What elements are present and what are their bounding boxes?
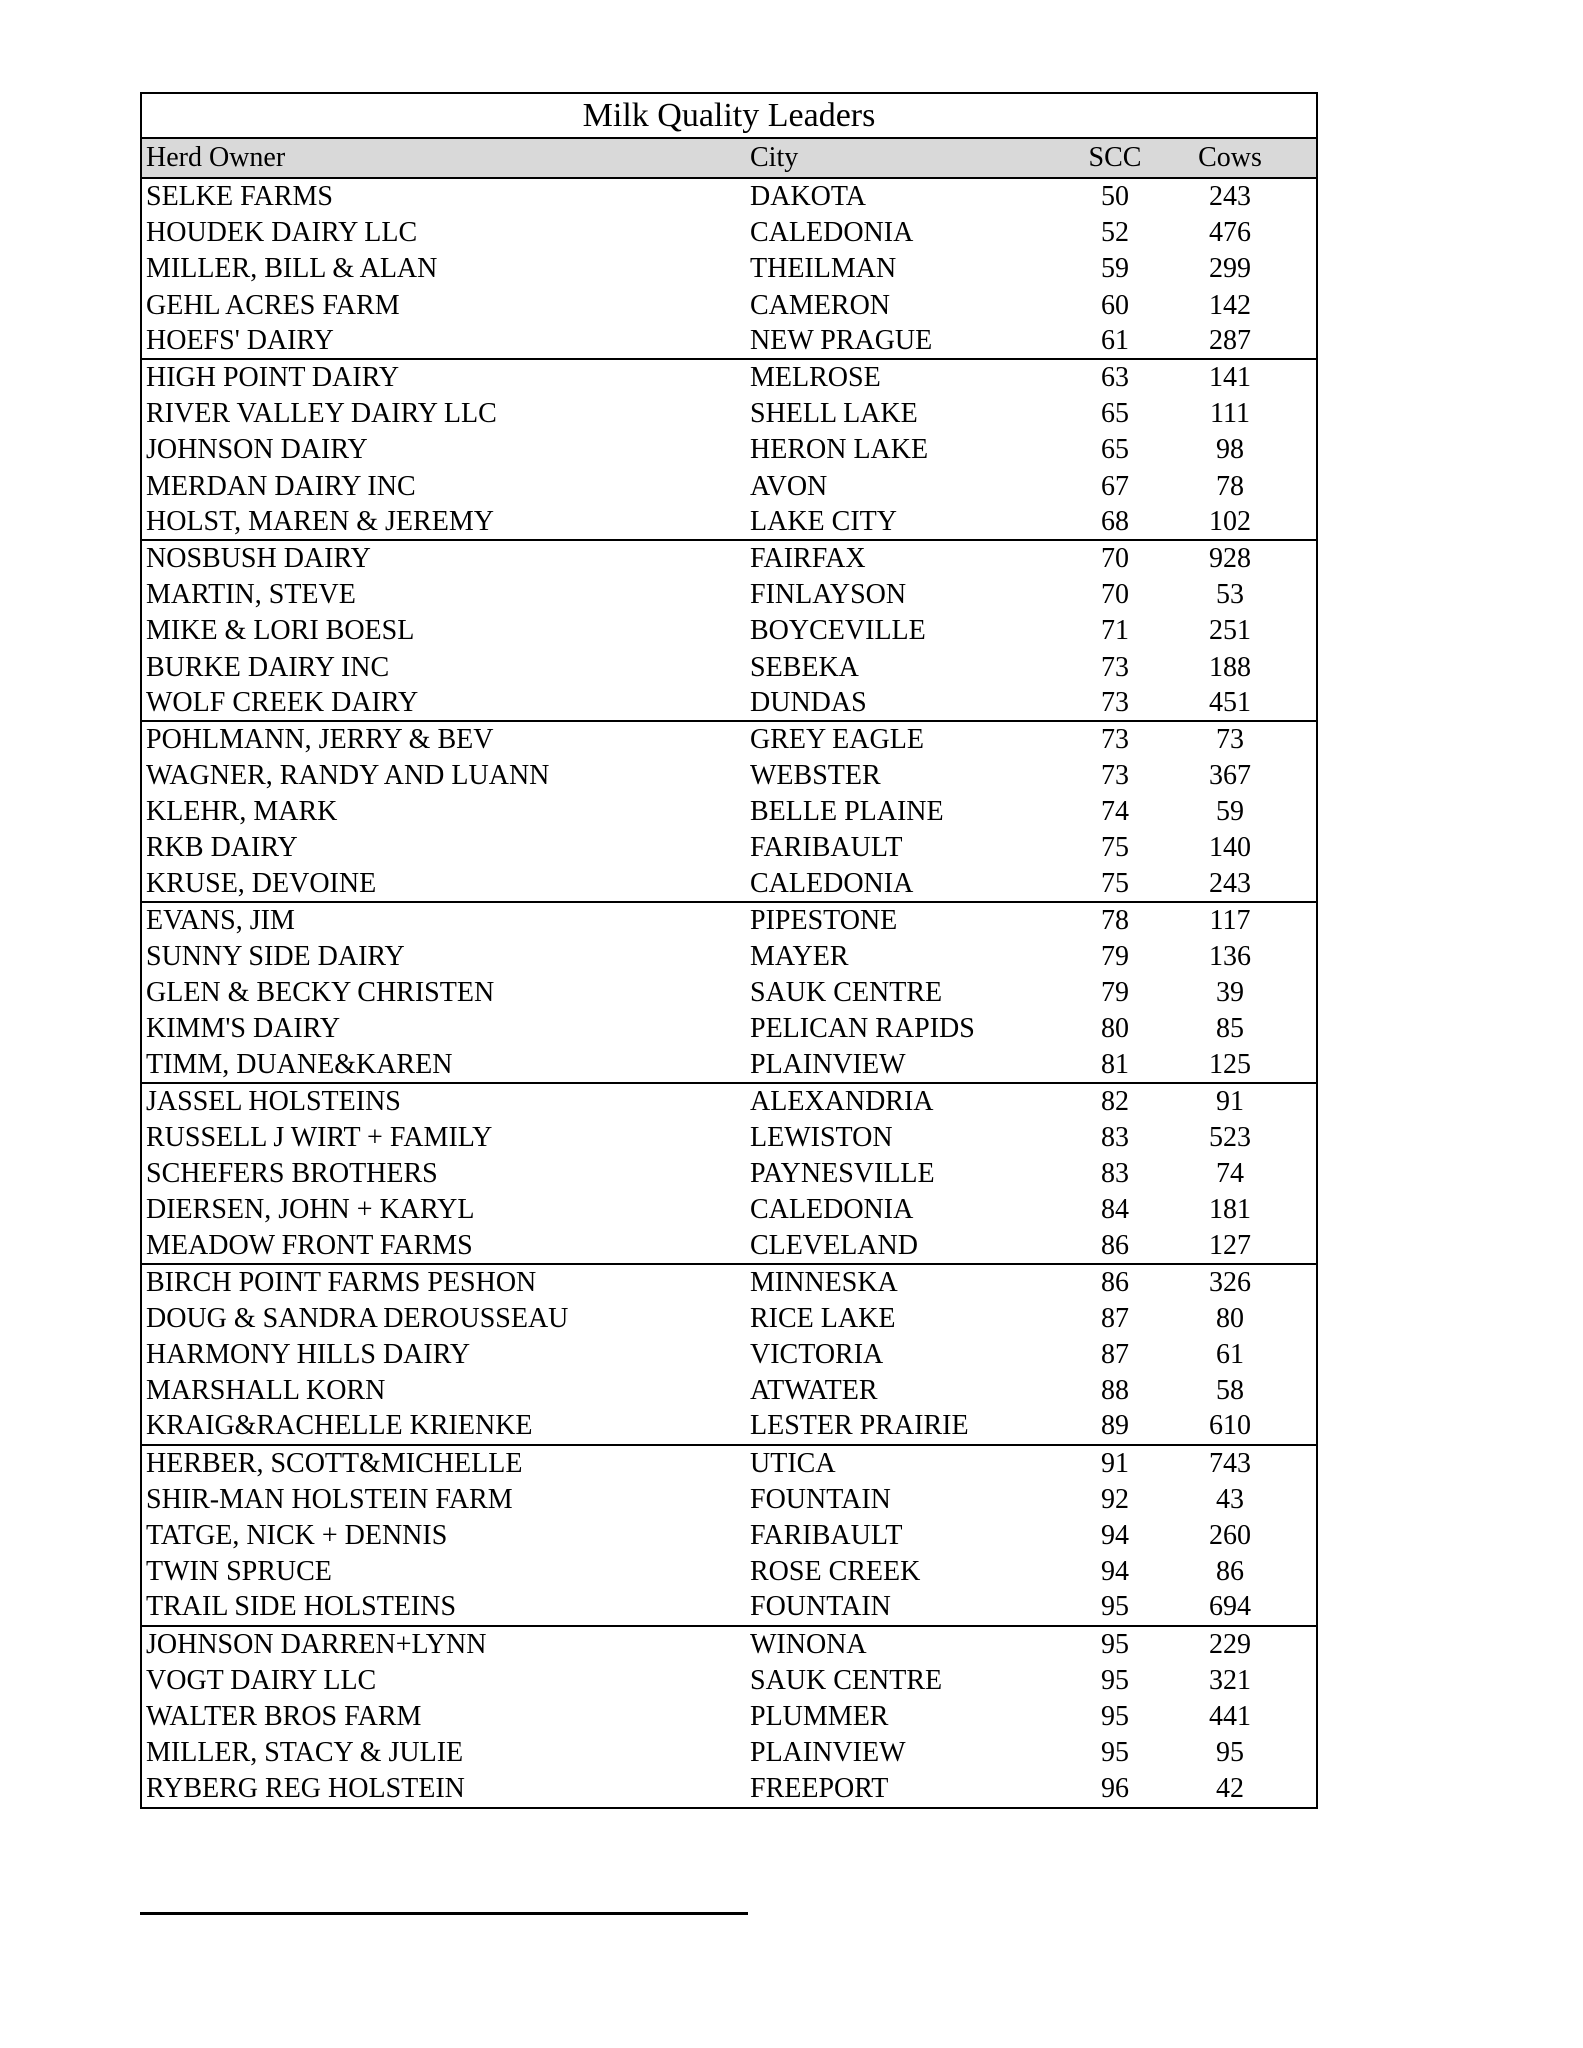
cell-herd-owner: KIMM'S DAIRY (146, 1013, 341, 1045)
cell-herd-owner: POHLMANN, JERRY & BEV (146, 723, 494, 755)
cell-city: NEW PRAGUE (750, 324, 933, 356)
cell-herd-owner: MILLER, BILL & ALAN (146, 253, 438, 285)
cell-city: CALEDONIA (750, 217, 914, 249)
cell-cows: 42 (1216, 1773, 1244, 1805)
cell-city: DAKOTA (750, 181, 866, 213)
table-row (142, 179, 1316, 215)
cell-cows: 85 (1216, 1013, 1244, 1045)
cell-scc: 81 (1101, 1048, 1129, 1080)
cell-cows: 91 (1216, 1085, 1244, 1117)
cell-cows: 59 (1216, 796, 1244, 828)
table-row (142, 1301, 1316, 1337)
cell-herd-owner: MEADOW FRONT FARMS (146, 1229, 473, 1261)
cell-cows: 299 (1209, 253, 1251, 285)
cell-city: RICE LAKE (750, 1302, 896, 1334)
table-row (142, 1482, 1316, 1518)
cell-city: ROSE CREEK (750, 1556, 921, 1588)
cell-scc: 95 (1101, 1737, 1129, 1769)
cell-city: SEBEKA (750, 651, 859, 683)
cell-city: DUNDAS (750, 686, 867, 718)
table-row (142, 324, 1316, 360)
cell-cows: 451 (1209, 686, 1251, 718)
cell-city: PLAINVIEW (750, 1737, 906, 1769)
cell-city: LEWISTON (750, 1121, 893, 1153)
cell-herd-owner: HERBER, SCOTT&MICHELLE (146, 1447, 523, 1479)
cell-city: PIPESTONE (750, 904, 898, 936)
cell-city: FREEPORT (750, 1773, 889, 1805)
cell-scc: 79 (1101, 941, 1129, 973)
cell-city: CLEVELAND (750, 1229, 918, 1261)
cell-cows: 61 (1216, 1339, 1244, 1371)
cell-city: SHELL LAKE (750, 398, 918, 430)
cell-city: MAYER (750, 941, 849, 973)
cell-herd-owner: TIMM, DUANE&KAREN (146, 1048, 453, 1080)
table-row (142, 360, 1316, 396)
cell-cows: 476 (1209, 217, 1251, 249)
cell-city: MINNESKA (750, 1266, 898, 1298)
cell-scc: 79 (1101, 977, 1129, 1009)
cell-scc: 70 (1101, 579, 1129, 611)
table-row (142, 1627, 1316, 1663)
cell-city: FARIBAULT (750, 832, 903, 864)
table-row (142, 1373, 1316, 1409)
cell-scc: 71 (1101, 615, 1129, 647)
cell-scc: 50 (1101, 181, 1129, 213)
cell-scc: 74 (1101, 796, 1129, 828)
cell-herd-owner: GLEN & BECKY CHRISTEN (146, 977, 495, 1009)
cell-herd-owner: DOUG & SANDRA DEROUSSEAU (146, 1302, 569, 1334)
cell-city: CALEDONIA (750, 867, 914, 899)
cell-cows: 610 (1209, 1410, 1251, 1442)
table-row (142, 1228, 1316, 1264)
cell-city: MELROSE (750, 362, 881, 394)
cell-city: SAUK CENTRE (750, 977, 943, 1009)
header-scc: SCC (1088, 142, 1142, 173)
cell-scc: 87 (1101, 1302, 1129, 1334)
cell-herd-owner: NOSBUSH DAIRY (146, 542, 371, 574)
cell-scc: 75 (1101, 867, 1129, 899)
table-row (142, 577, 1316, 613)
cell-scc: 84 (1101, 1194, 1129, 1226)
cell-scc: 73 (1101, 723, 1129, 755)
cell-scc: 89 (1101, 1410, 1129, 1442)
table-row (142, 758, 1316, 794)
cell-city: UTICA (750, 1447, 836, 1479)
cell-cows: 141 (1209, 362, 1251, 394)
cell-scc: 73 (1101, 686, 1129, 718)
cell-scc: 83 (1101, 1121, 1129, 1153)
table-row (142, 1663, 1316, 1699)
table-row (142, 903, 1316, 939)
cell-cows: 102 (1209, 505, 1251, 537)
table-body (142, 179, 1316, 1807)
cell-scc: 68 (1101, 505, 1129, 537)
table-row (142, 613, 1316, 649)
cell-herd-owner: HOEFS' DAIRY (146, 324, 334, 356)
cell-scc: 87 (1101, 1339, 1129, 1371)
cell-city: PAYNESVILLE (750, 1158, 935, 1190)
table-row (142, 1120, 1316, 1156)
table-row (142, 649, 1316, 685)
cell-cows: 181 (1209, 1194, 1251, 1226)
cell-cows: 74 (1216, 1158, 1244, 1190)
cell-scc: 60 (1101, 289, 1129, 321)
cell-scc: 82 (1101, 1085, 1129, 1117)
cell-cows: 441 (1209, 1700, 1251, 1732)
cell-cows: 125 (1209, 1048, 1251, 1080)
table-row (142, 939, 1316, 975)
cell-city: WEBSTER (750, 760, 881, 792)
cell-herd-owner: HARMONY HILLS DAIRY (146, 1339, 471, 1371)
cell-herd-owner: WAGNER, RANDY AND LUANN (146, 760, 550, 792)
table-row (142, 686, 1316, 722)
cell-cows: 142 (1209, 289, 1251, 321)
cell-cows: 43 (1216, 1483, 1244, 1515)
cell-cows: 80 (1216, 1302, 1244, 1334)
table-row (142, 288, 1316, 324)
cell-cows: 117 (1209, 904, 1251, 936)
cell-herd-owner: KLEHR, MARK (146, 796, 338, 828)
table-row (142, 1011, 1316, 1047)
cell-scc: 65 (1101, 398, 1129, 430)
cell-herd-owner: MIKE & LORI BOESL (146, 615, 415, 647)
cell-herd-owner: KRAIG&RACHELLE KRIENKE (146, 1410, 533, 1442)
cell-scc: 95 (1101, 1664, 1129, 1696)
cell-herd-owner: SHIR-MAN HOLSTEIN FARM (146, 1483, 513, 1515)
cell-cows: 127 (1209, 1229, 1251, 1261)
table-row (142, 830, 1316, 866)
cell-city: CAMERON (750, 289, 891, 321)
cell-city: PELICAN RAPIDS (750, 1013, 975, 1045)
cell-scc: 52 (1101, 217, 1129, 249)
cell-city: CALEDONIA (750, 1194, 914, 1226)
table-row (142, 251, 1316, 287)
cell-scc: 80 (1101, 1013, 1129, 1045)
cell-cows: 367 (1209, 760, 1251, 792)
table-row (142, 1048, 1316, 1084)
table-row (142, 396, 1316, 432)
header-cows: Cows (1198, 142, 1262, 173)
cell-herd-owner: TWIN SPRUCE (146, 1556, 332, 1588)
cell-scc: 61 (1101, 324, 1129, 356)
cell-herd-owner: SUNNY SIDE DAIRY (146, 941, 405, 973)
table-row (142, 505, 1316, 541)
cell-cows: 694 (1209, 1591, 1251, 1623)
milk-quality-table (140, 92, 1318, 1809)
cell-scc: 83 (1101, 1158, 1129, 1190)
table-row (142, 1192, 1316, 1228)
cell-herd-owner: GEHL ACRES FARM (146, 289, 400, 321)
cell-cows: 73 (1216, 723, 1244, 755)
cell-herd-owner: WALTER BROS FARM (146, 1700, 422, 1732)
cell-scc: 67 (1101, 470, 1129, 502)
cell-cows: 229 (1209, 1628, 1251, 1660)
cell-scc: 59 (1101, 253, 1129, 285)
cell-herd-owner: TATGE, NICK + DENNIS (146, 1520, 448, 1552)
table-row (142, 867, 1316, 903)
cell-cows: 321 (1209, 1664, 1251, 1696)
cell-herd-owner: MARTIN, STEVE (146, 579, 356, 611)
cell-city: WINONA (750, 1628, 867, 1660)
header-city: City (750, 142, 799, 173)
cell-herd-owner: MILLER, STACY & JULIE (146, 1737, 464, 1769)
cell-herd-owner: RUSSELL J WIRT + FAMILY (146, 1121, 493, 1153)
cell-city: LAKE CITY (750, 505, 897, 537)
cell-cows: 136 (1209, 941, 1251, 973)
cell-scc: 86 (1101, 1266, 1129, 1298)
header-herd-owner: Herd Owner (146, 142, 286, 173)
cell-herd-owner: MERDAN DAIRY INC (146, 470, 416, 502)
cell-cows: 58 (1216, 1375, 1244, 1407)
cell-herd-owner: HOLST, MAREN & JEREMY (146, 505, 494, 537)
cell-herd-owner: DIERSEN, JOHN + KARYL (146, 1194, 475, 1226)
cell-cows: 78 (1216, 470, 1244, 502)
cell-herd-owner: RYBERG REG HOLSTEIN (146, 1773, 465, 1805)
cell-city: FAIRFAX (750, 542, 866, 574)
cell-herd-owner: WOLF CREEK DAIRY (146, 686, 419, 718)
cell-city: PLUMMER (750, 1700, 889, 1732)
table-row (142, 1409, 1316, 1445)
cell-scc: 96 (1101, 1773, 1129, 1805)
cell-cows: 326 (1209, 1266, 1251, 1298)
cell-herd-owner: EVANS, JIM (146, 904, 295, 936)
cell-herd-owner: RKB DAIRY (146, 832, 298, 864)
cell-city: FARIBAULT (750, 1520, 903, 1552)
cell-city: PLAINVIEW (750, 1048, 906, 1080)
cell-scc: 92 (1101, 1483, 1129, 1515)
table-row (142, 1265, 1316, 1301)
cell-cows: 523 (1209, 1121, 1251, 1153)
table-row (142, 1084, 1316, 1120)
table-row (142, 541, 1316, 577)
cell-scc: 95 (1101, 1700, 1129, 1732)
cell-city: VICTORIA (750, 1339, 884, 1371)
cell-herd-owner: KRUSE, DEVOINE (146, 867, 377, 899)
cell-scc: 73 (1101, 760, 1129, 792)
table-title: Milk Quality Leaders (142, 94, 1316, 139)
table-row (142, 1735, 1316, 1771)
cell-city: LESTER PRAIRIE (750, 1410, 969, 1442)
cell-cows: 86 (1216, 1556, 1244, 1588)
table-row (142, 1771, 1316, 1807)
cell-scc: 75 (1101, 832, 1129, 864)
cell-herd-owner: RIVER VALLEY DAIRY LLC (146, 398, 497, 430)
cell-city: GREY EAGLE (750, 723, 924, 755)
cell-cows: 53 (1216, 579, 1244, 611)
cell-herd-owner: HOUDEK DAIRY LLC (146, 217, 418, 249)
cell-city: THEILMAN (750, 253, 897, 285)
cell-cows: 98 (1216, 434, 1244, 466)
cell-cows: 243 (1209, 867, 1251, 899)
cell-herd-owner: JOHNSON DAIRY (146, 434, 368, 466)
cell-scc: 78 (1101, 904, 1129, 936)
cell-city: BELLE PLAINE (750, 796, 944, 828)
cell-scc: 73 (1101, 651, 1129, 683)
cell-cows: 287 (1209, 324, 1251, 356)
cell-scc: 95 (1101, 1591, 1129, 1623)
cell-scc: 65 (1101, 434, 1129, 466)
cell-city: FOUNTAIN (750, 1483, 891, 1515)
cell-cows: 251 (1209, 615, 1251, 647)
cell-cows: 140 (1209, 832, 1251, 864)
cell-city: BOYCEVILLE (750, 615, 926, 647)
table-row (142, 794, 1316, 830)
cell-city: FINLAYSON (750, 579, 907, 611)
cell-cows: 111 (1210, 398, 1250, 430)
cell-scc: 63 (1101, 362, 1129, 394)
cell-cows: 743 (1209, 1447, 1251, 1479)
table-row (142, 1446, 1316, 1482)
cell-herd-owner: SCHEFERS BROTHERS (146, 1158, 438, 1190)
cell-cows: 39 (1216, 977, 1244, 1009)
cell-scc: 70 (1101, 542, 1129, 574)
cell-herd-owner: JOHNSON DARREN+LYNN (146, 1628, 487, 1660)
cell-city: HERON LAKE (750, 434, 929, 466)
table-row (142, 1156, 1316, 1192)
cell-city: AVON (750, 470, 828, 502)
table-row (142, 1518, 1316, 1554)
cell-city: FOUNTAIN (750, 1591, 891, 1623)
cell-herd-owner: JASSEL HOLSTEINS (146, 1085, 401, 1117)
cell-scc: 88 (1101, 1375, 1129, 1407)
table-row (142, 1699, 1316, 1735)
cell-city: SAUK CENTRE (750, 1664, 943, 1696)
cell-city: ATWATER (750, 1375, 878, 1407)
cell-cows: 243 (1209, 181, 1251, 213)
cell-herd-owner: HIGH POINT DAIRY (146, 362, 400, 394)
cell-cows: 928 (1209, 542, 1251, 574)
table-row (142, 469, 1316, 505)
table-row (142, 1337, 1316, 1373)
table-row (142, 1554, 1316, 1590)
cell-cows: 95 (1216, 1737, 1244, 1769)
table-header-row (142, 139, 1316, 179)
cell-scc: 91 (1101, 1447, 1129, 1479)
cell-city: ALEXANDRIA (750, 1085, 934, 1117)
cell-scc: 86 (1101, 1229, 1129, 1261)
cell-cows: 260 (1209, 1520, 1251, 1552)
cell-herd-owner: SELKE FARMS (146, 181, 333, 213)
table-row (142, 722, 1316, 758)
table-row (142, 215, 1316, 251)
cell-herd-owner: VOGT DAIRY LLC (146, 1664, 377, 1696)
table-row (142, 975, 1316, 1011)
cell-scc: 95 (1101, 1628, 1129, 1660)
table-row (142, 432, 1316, 468)
cell-cows: 188 (1209, 651, 1251, 683)
cell-scc: 94 (1101, 1556, 1129, 1588)
cell-herd-owner: BURKE DAIRY INC (146, 651, 390, 683)
cell-herd-owner: TRAIL SIDE HOLSTEINS (146, 1591, 457, 1623)
signature-line (140, 1912, 748, 1915)
cell-scc: 94 (1101, 1520, 1129, 1552)
table-row (142, 1590, 1316, 1626)
cell-herd-owner: MARSHALL KORN (146, 1375, 386, 1407)
cell-herd-owner: BIRCH POINT FARMS PESHON (146, 1266, 537, 1298)
